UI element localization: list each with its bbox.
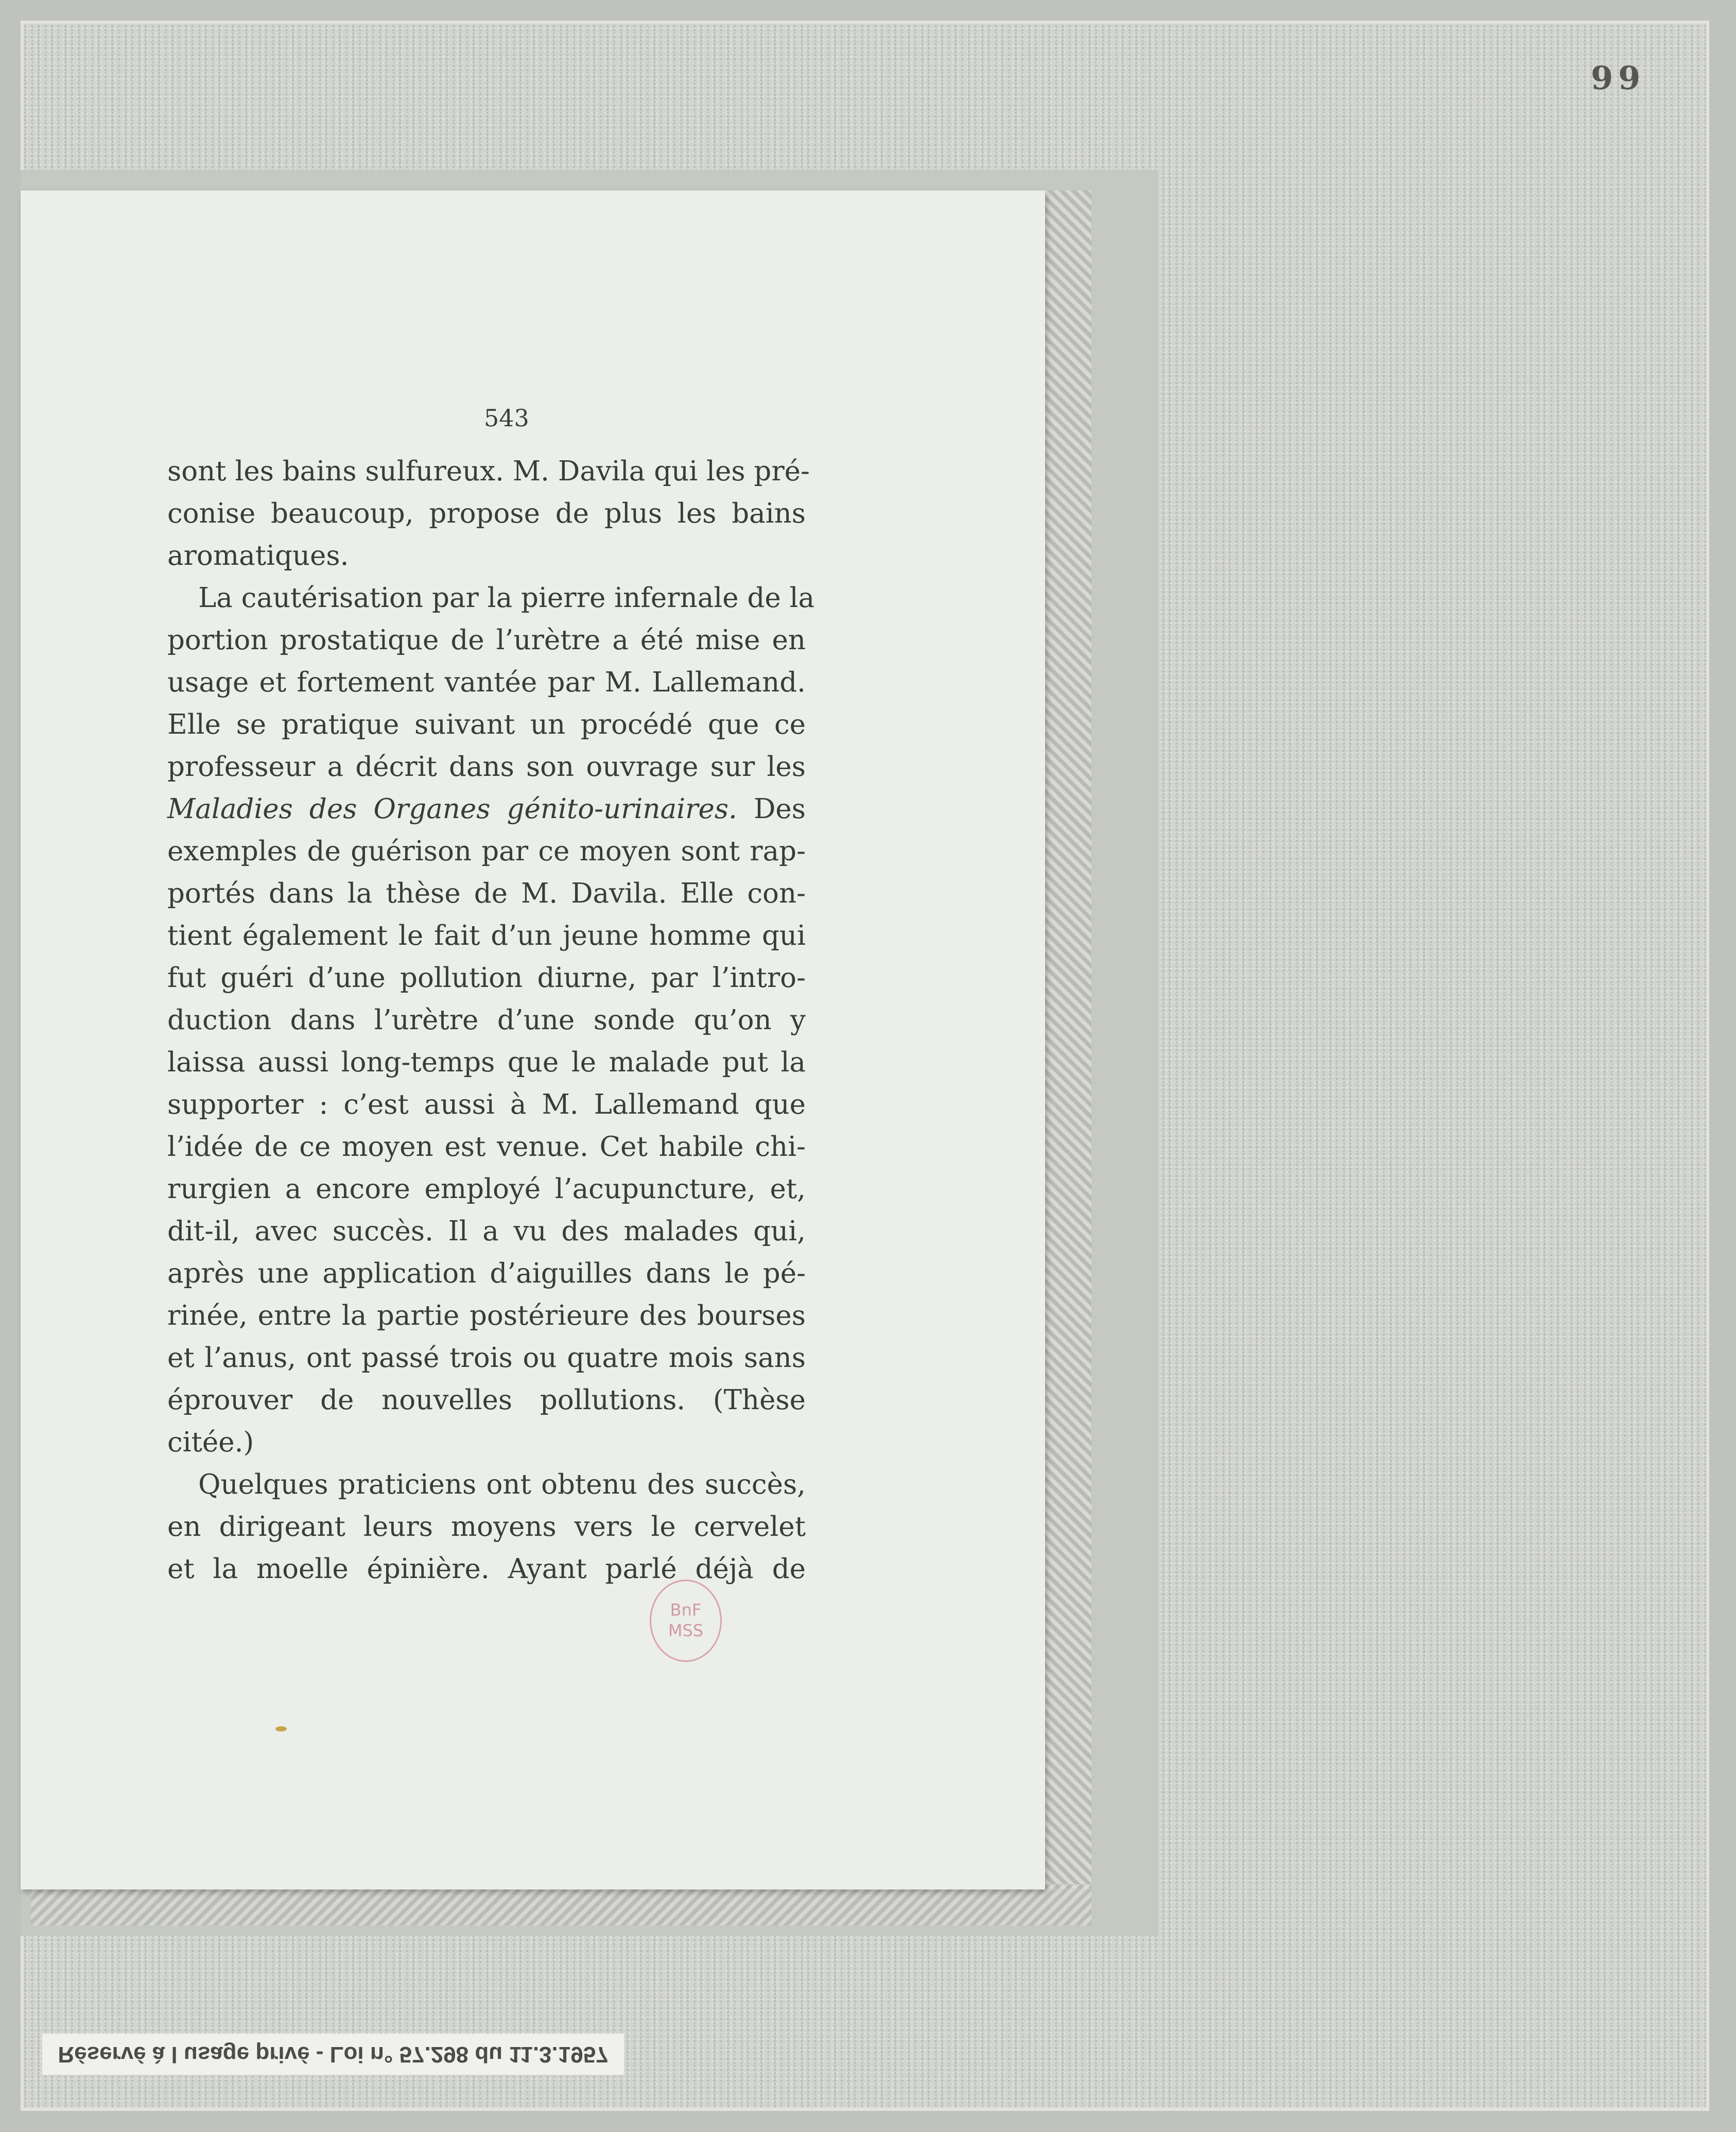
text-line: en dirigeant leurs moyens vers le cervelet — [167, 1511, 806, 1542]
text-line: usage et fortement vantée par M. Lallemand. — [167, 667, 806, 698]
text-line: rurgien a encore employé l’acupuncture, et, — [167, 1173, 806, 1205]
text-line: rinée, entre la partie postérieure des bourses — [167, 1300, 806, 1331]
text-line: après une application d’aiguilles dans le pé- — [167, 1258, 806, 1289]
folio-number: 99 — [1591, 59, 1646, 97]
text-line — [167, 788, 806, 830]
text-line: laissa aussi long-temps que le malade put la — [167, 1047, 806, 1078]
text-line: fut guéri d’une pollution diurne, par l’intro- — [167, 962, 806, 994]
body-text — [167, 450, 815, 1590]
text-line: tient également le fait d’un jeune homme qui — [167, 920, 806, 951]
text-line: l’idée de ce moyen est venue. Cet habile chi- — [167, 1131, 806, 1163]
text-line: éprouver de nouvelles pollutions. (Thèse — [167, 1384, 806, 1416]
text-line: conise beaucoup, propose de plus les bains — [167, 498, 806, 529]
book-page — [21, 190, 1045, 1890]
usage-label: Réservé à l usage privé - Loi n° 57.298 du 11.3.1957 — [42, 2034, 624, 2075]
text-line: et la moelle épinière. Ayant parlé déjà de — [167, 1553, 806, 1585]
text-line: Quelques praticiens ont obtenu des succès, — [198, 1469, 806, 1500]
library-stamp — [650, 1580, 722, 1662]
stamp-line: BnF — [670, 1600, 702, 1620]
stamp-line: MSS — [668, 1621, 704, 1640]
text-line: dit-il, avec succès. Il a vu des malades qui, — [167, 1216, 806, 1247]
decorative-border — [1045, 190, 1091, 1890]
text-line: duction dans l’urètre d’une sonde qu’on y — [167, 1004, 806, 1036]
text-line: supporter : c’est aussi à M. Lallemand que — [167, 1089, 806, 1120]
text-line: sont les bains sulfureux. M. Davila qui les pré- — [167, 456, 810, 487]
decorative-border-bottom — [31, 1884, 1091, 1926]
text-line: La cautérisation par la pierre infernale de la — [198, 582, 815, 614]
text-line: portion prostatique de l’urètre a été mise en — [167, 625, 806, 656]
text-line: exemples de guérison par ce moyen sont rap- — [167, 836, 806, 867]
text-line: citée.) — [167, 1427, 254, 1458]
text-line: et l’anus, ont passé trois ou quatre mois sans — [167, 1342, 806, 1374]
text-line: portés dans la thèse de M. Davila. Elle con- — [167, 878, 806, 909]
text-line: aromatiques. — [167, 540, 349, 571]
page-number: 543 — [484, 404, 529, 432]
text-line: Elle se pratique suivant un procédé que ce — [167, 709, 806, 740]
paper-speck — [275, 1726, 287, 1731]
italic-title: Maladies des Organes génito-urinaires. — [167, 793, 737, 825]
text-line: professeur a décrit dans son ouvrage sur les — [167, 751, 806, 783]
text-fragment: Des — [753, 793, 806, 825]
